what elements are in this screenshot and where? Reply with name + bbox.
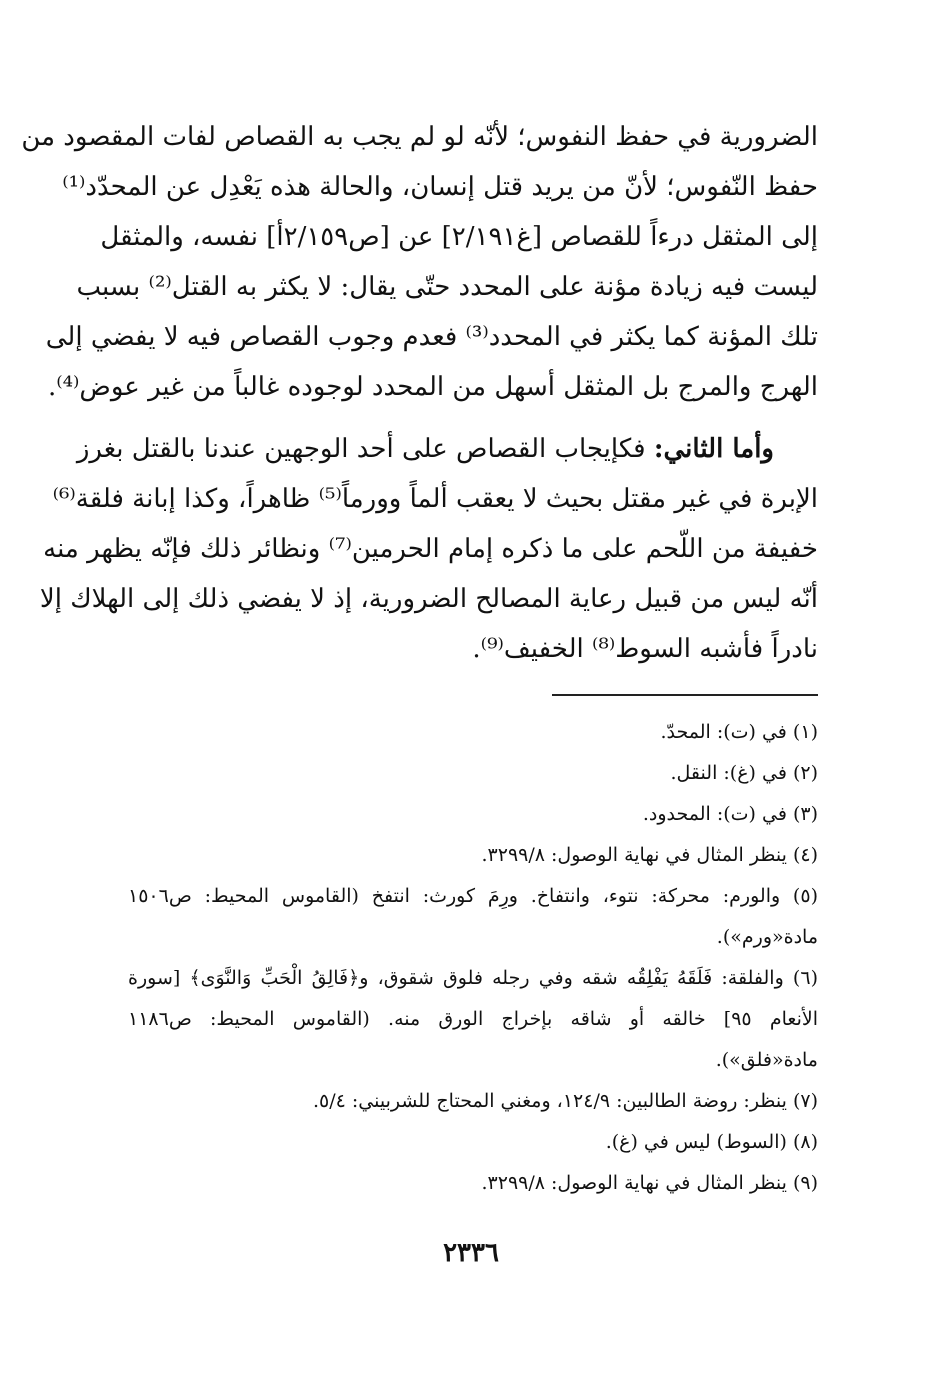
text-line: إلى المثقل درءاً للقصاص [غ٢/١٩١] عن [ص٢/١٥٩أ] نفسه، والمثقل [100, 222, 818, 252]
footnote-separator [552, 694, 818, 696]
footnote: (٩) ينظر المثال في نهاية الوصول: ٣٢٩٩/٨. [481, 1172, 818, 1194]
text-line: خفيفة من اللّحم على ما ذكره إمام الحرمين⁽⁷⁾ ونظائر ذلك فإنّه يظهر منه [43, 534, 818, 564]
text-line: الضرورية في حفظ النفوس؛ لأنّه لو لم يجب به القصاص لفات المقصود من [21, 122, 818, 152]
page-number: ٢٣٣٦ [443, 1238, 499, 1268]
text-line: الإبرة في غير مقتل بحيث لا يعقب ألماً وورماً⁽⁵⁾ ظاهراً، وكذا إبانة فلقة⁽⁶⁾ [52, 484, 818, 514]
text-line: نادراً فأشبه السوط⁽⁸⁾ الخفيف⁽⁹⁾. [472, 634, 818, 664]
paragraph-gap [124, 412, 818, 424]
text-line: ليست فيه زيادة مؤنة على المحدد حتّى يقال: لا يكثر به القتل⁽²⁾ بسبب [76, 272, 818, 302]
footnote: (٦) والفلقة: فَلَقَهُ يَفْلِقُه شقه وفي رجله فلوق شقوق، و﴿فَالِقُ الْحَبِّ وَالنَّوَى﴾ [سورة [128, 967, 818, 989]
footnote: (٢) في (غ): النقل. [670, 762, 818, 784]
section-lead: وأما الثاني: [653, 434, 774, 464]
footnote: (٥) والورم: محركة: نتوء، وانتفاخ. ورِمَ كورث: انتفخ (القاموس المحيط: ص١٥٠٦ [128, 885, 818, 907]
footnote: (٧) ينظر: روضة الطالبين: ١٢٤/٩، ومغني المحتاج للشربيني: ٥/٤. [312, 1090, 818, 1112]
text-line: أنّه ليس من قبيل رعاية المصالح الضرورية، إذ لا يفضي ذلك إلى الهلاك إلا [39, 584, 818, 614]
text-line: حفظ النّفوس؛ لأنّ من يريد قتل إنسان، والحالة هذه يَعْدِل عن المحدّد⁽¹⁾ [62, 172, 818, 202]
text-line: الهرج والمرج بل المثقل أسهل من المحدد لوجوده غالباً من غير عوض⁽⁴⁾. [47, 372, 818, 402]
text-line [76, 424, 818, 474]
text-line: تلك المؤنة كما يكثر في المحدد⁽³⁾ فعدم وجوب القصاص فيه لا يفضي إلى [45, 322, 818, 352]
footnote: (٨) (السوط) ليس في (غ). [605, 1131, 818, 1153]
footnotes [128, 712, 818, 1204]
footnote-continuation: الأنعام ٩٥] خالقه أو شاقه بإخراج الورق منه. (القاموس المحيط: ص١١٨٦ [128, 1008, 818, 1030]
footnote: (١) في (ت): المحدّ. [660, 721, 818, 743]
text-span: فكإيجاب القصاص على أحد الوجهين عندنا بالقتل بغرز [76, 434, 654, 464]
footnote-continuation: مادة«فلق»). [715, 1049, 818, 1071]
main-text [21, 112, 818, 674]
footnote: (٣) في (ت): المحدود. [642, 803, 818, 825]
footnote-continuation: مادة«ورم»). [716, 926, 818, 948]
footnote: (٤) ينظر المثال في نهاية الوصول: ٣٢٩٩/٨. [481, 844, 818, 866]
